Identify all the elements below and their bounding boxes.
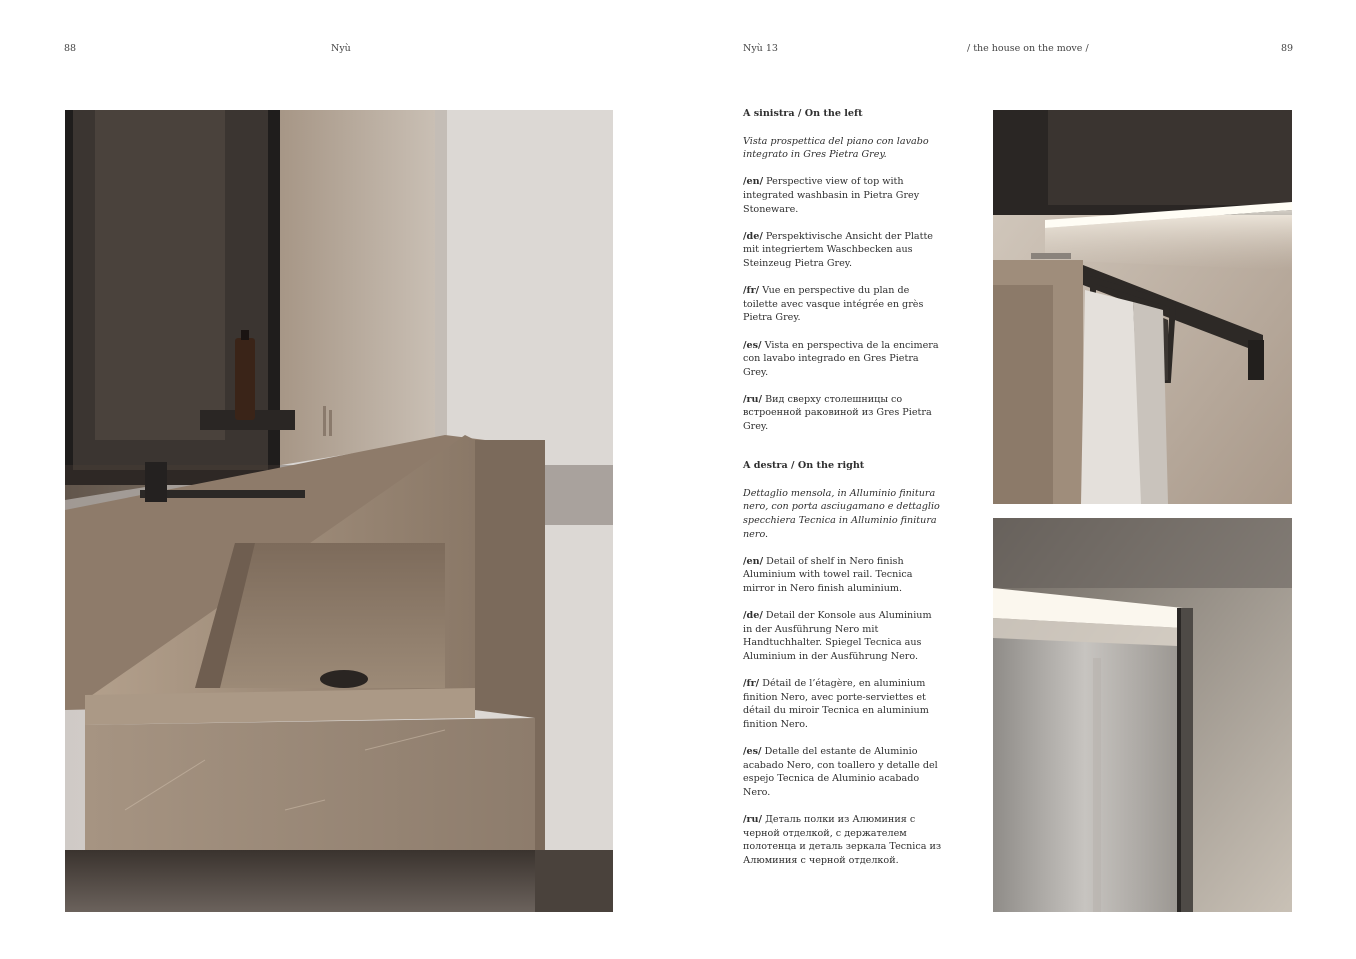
lang-tag: /en/	[743, 176, 764, 188]
left-caption-es	[743, 339, 943, 380]
left-heading: A sinistra / On the left	[743, 108, 863, 119]
caption-text: Vue en perspective du plan de toilette avec vasque intégrée en grès Pietra Grey.	[743, 285, 924, 324]
page-number-left: 88	[64, 43, 77, 54]
caption-text: Detail of shelf in Nero finish Aluminium with towel rail. Tecnica mirror in Nero finish aluminium.	[743, 555, 913, 594]
right-caption-es	[743, 745, 943, 799]
caption-text: Вид сверху столешницы со встроенной раковиной из Gres Pietra Grey.	[743, 393, 932, 433]
caption-text: Perspektivische Ansicht der Platte mit integriertem Waschbecken aus Steinzeug Pietra Grey.	[743, 230, 933, 269]
caption-column	[743, 107, 943, 881]
lang-tag: /ru/	[743, 393, 763, 405]
section-title: / the house on the move /	[967, 43, 1089, 54]
lang-tag: /de/	[743, 230, 763, 242]
lang-tag: /de/	[743, 610, 763, 622]
lang-tag: /es/	[743, 746, 762, 758]
right-heading: A destra / On the right	[743, 460, 865, 472]
caption-text: Perspective view of top with integrated washbasin in Pietra Grey Stoneware.	[743, 176, 920, 215]
lang-tag: /ru/	[743, 814, 763, 826]
left-caption-fr	[743, 284, 943, 325]
page-number-right: 89	[1281, 43, 1294, 54]
left-caption-it: Vista prospettica del piano con lavabo integrato in Gres Pietra Grey.	[743, 135, 929, 161]
caption-text: Vista en perspectiva de la encimera con lavabo integrado en Gres Pietra Grey.	[743, 339, 939, 378]
left-caption-ru	[743, 393, 943, 434]
caption-text: Détail de l’étagère, en aluminium finition Nero, avec porte-serviettes et détail du miroir Tecnica en aluminium finition Nero.	[743, 678, 929, 730]
left-caption-de	[743, 230, 943, 271]
washbasin-photo	[65, 110, 613, 912]
caption-text: Detail der Konsole aus Aluminium in der Ausführung Nero mit Handtuchhalter. Spiegel Tecnica aus Aluminium in der Ausführung Nero.	[743, 610, 932, 662]
running-title-left: Nyù	[331, 43, 351, 54]
caption-text: Деталь полки из Алюминия с черной отделкой, с держателем полотенца и деталь зеркала Tecnica из Алюминия с черной отделкой.	[743, 814, 942, 866]
lang-tag: /fr/	[743, 285, 760, 297]
right-caption-it: Dettaglio mensola, in Alluminio finitura nero, con porta asciugamano e dettaglio specchiera Tecnica in Alluminio finitura nero.	[743, 487, 940, 540]
right-caption-de	[743, 609, 943, 663]
running-title-right: Nyù 13	[743, 43, 778, 54]
caption-text: Detalle del estante de Aluminio acabado Nero, con toallero y detalle del espejo Tecnica de Aluminio acabado Nero.	[743, 746, 938, 798]
lang-tag: /es/	[743, 339, 762, 351]
right-caption-en	[743, 555, 943, 596]
left-caption-en	[743, 175, 943, 216]
spacer	[743, 447, 943, 459]
lang-tag: /fr/	[743, 678, 760, 690]
shelf-towel-rail-photo	[993, 110, 1292, 504]
right-caption-fr	[743, 677, 943, 731]
right-caption-ru	[743, 813, 943, 867]
mirror-detail-photo	[993, 518, 1292, 912]
lang-tag: /en/	[743, 555, 764, 567]
